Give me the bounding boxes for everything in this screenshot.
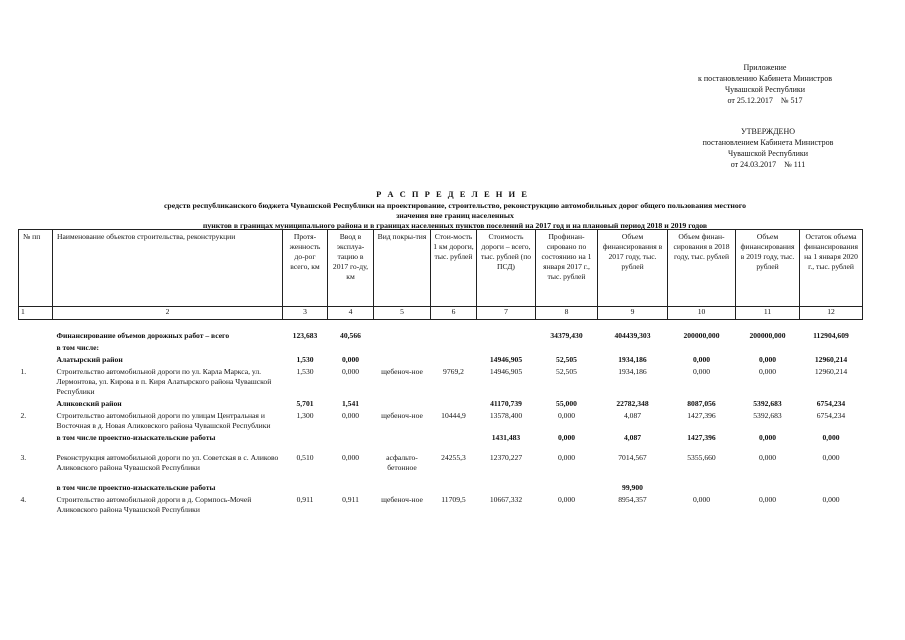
document-subtitle xyxy=(150,201,760,231)
cell-volume-2018: 0,000 xyxy=(692,367,711,376)
appendix-number: № 517 xyxy=(780,96,803,105)
subtitle-line-1: средств республиканского бюджета Чувашской Республики на проектирование, строительство, реконструкцию автомобильных дорог общего пользования местного значения вне границ населенных xyxy=(163,201,747,220)
cell-total-cost: 12370,227 xyxy=(489,453,523,462)
cell-surface xyxy=(374,328,431,342)
table-row-item-1 xyxy=(19,366,863,398)
cell-volume-2018 xyxy=(668,482,736,494)
row-name: Аликовский район xyxy=(56,399,122,408)
cell-volume-2019: 5392,683 xyxy=(753,411,782,420)
cell-length: 1,300 xyxy=(296,411,314,420)
cell-commissioning: 1,541 xyxy=(341,399,360,408)
header-cell: Протя-женность до-рог всего, км xyxy=(283,230,328,307)
cell-volume-2017: 404439,303 xyxy=(614,331,651,340)
cell-volume-2018: 5355,660 xyxy=(687,453,716,462)
row-name: в том числе проектно-изыскательские работы xyxy=(56,433,216,442)
cell-cost-per-km: 9769,2 xyxy=(443,367,464,376)
cell-surface xyxy=(374,354,431,366)
cell-volume-2018: 1427,396 xyxy=(687,411,716,420)
column-number: 7 xyxy=(477,307,536,320)
cell-remaining-2020: 0,000 xyxy=(822,433,840,442)
table-row-item-4 xyxy=(19,494,863,516)
cell-volume-2019: 0,000 xyxy=(758,355,777,364)
cell-financed-2017: 0,000 xyxy=(557,433,576,442)
cell-volume-2017: 4,087 xyxy=(623,433,642,442)
approval-line-3: Чувашской Республики xyxy=(727,149,809,158)
cell-remaining-2020: 0,000 xyxy=(822,495,840,504)
cell-length: 123,683 xyxy=(292,331,318,340)
row-name: Строительство автомобильной дороги в д. Сормпось-Мочей Аликовского района Чувашской Республики xyxy=(56,495,252,514)
approval-date: от 24.03.2017 xyxy=(730,160,777,169)
cell-volume-2019: 5392,683 xyxy=(753,399,782,408)
row-index: 2. xyxy=(20,411,27,420)
column-number: 8 xyxy=(536,307,598,320)
cell-financed-2017: 0,000 xyxy=(557,495,576,504)
row-name: Реконструкция автомобильной дороги по ул. Советская в с. Аликово Аликовского района Чувашской Республики xyxy=(56,453,279,472)
cell-surface: асфальто-бетонное xyxy=(386,453,418,472)
cell-surface xyxy=(374,398,431,410)
cell-volume-2018: 0,000 xyxy=(692,495,711,504)
cell-remaining-2020 xyxy=(800,482,863,494)
cell-length: 0,911 xyxy=(296,495,314,504)
header-cell: Остаток объема финансирования на 1 января 2020 г., тыс. рублей xyxy=(800,230,863,307)
column-number: 9 xyxy=(598,307,668,320)
row-name: Строительство автомобильной дороги по улицам Центральная и Восточная в д. Новая Аликовского района Чувашской Республики xyxy=(56,411,271,430)
table-row-alatyr-district xyxy=(19,354,863,366)
row-name: в том числе: xyxy=(56,343,100,352)
cell-volume-2017: 1934,186 xyxy=(618,355,647,364)
appendix-line-2: к постановлению Кабинета Министров xyxy=(697,74,833,83)
header-cell: Объем финансирования в 2017 году, тыс. рублей xyxy=(598,230,668,307)
cell-remaining-2020: 6754,234 xyxy=(816,399,846,408)
cell-commissioning: 0,000 xyxy=(341,355,360,364)
column-number: 2 xyxy=(53,307,283,320)
appendix-date: от 25.12.2017 xyxy=(727,96,773,105)
cell-volume-2018: 200000,000 xyxy=(683,331,720,340)
cell-length xyxy=(283,482,328,494)
header-cell: Стоимость дороги – всего, тыс. рублей (по ПСД) xyxy=(477,230,536,307)
cell-cost-per-km xyxy=(431,432,477,444)
cell-volume-2019: 0,000 xyxy=(758,495,777,504)
approval-number: № 111 xyxy=(784,160,806,169)
cell-cost-per-km xyxy=(431,398,477,410)
header-cell: Объем финансирования в 2019 году, тыс. рублей xyxy=(736,230,800,307)
cell-volume-2019: 0,000 xyxy=(758,433,777,442)
cell-commissioning xyxy=(328,482,374,494)
column-number: 11 xyxy=(736,307,800,320)
cell-commissioning: 0,911 xyxy=(342,495,359,504)
table-row-item-3 xyxy=(19,452,863,474)
appendix-line-1: Приложение xyxy=(743,63,787,72)
table-row-survey-works xyxy=(19,482,863,494)
row-name: Финансирование объемов дорожных работ – всего xyxy=(56,331,230,340)
cell-volume-2018: 0,000 xyxy=(692,355,711,364)
row-name: Строительство автомобильной дороги по ул. Карла Маркса, ул. Лермонтова, ул. Кирова в п. Киря Алатырского района Чувашской Республики xyxy=(56,367,272,396)
cell-volume-2017: 7014,567 xyxy=(618,453,647,462)
header-cell: Стои-мость 1 км дороги, тыс. рублей xyxy=(431,230,477,307)
header-cell: Наименование объектов строительства, реконструкции xyxy=(53,230,283,307)
cell-total-cost: 14946,905 xyxy=(489,355,523,364)
header-cell: Ввод в эксплуа-тацию в 2017 го-ду, км xyxy=(328,230,374,307)
cell-financed-2017: 52,505 xyxy=(556,367,577,376)
cell-financed-2017: 0,000 xyxy=(557,453,576,462)
cell-financed-2017: 0,000 xyxy=(557,411,576,420)
cell-cost-per-km: 24255,3 xyxy=(441,453,466,462)
cell-cost-per-km: 11709,5 xyxy=(441,495,466,504)
appendix-date-line xyxy=(665,95,865,106)
column-number: 1 xyxy=(19,307,53,320)
cell-total-cost xyxy=(477,482,536,494)
header-cell: Профинан-сировано по состоянию на 1 января 2017 г., тыс. рублей xyxy=(536,230,598,307)
table-row-survey-works xyxy=(19,432,863,444)
cell-financed-2017: 34379,430 xyxy=(550,331,583,340)
cell-remaining-2020: 6754,234 xyxy=(816,411,846,420)
cell-total-cost: 14946,905 xyxy=(489,367,523,376)
cell-volume-2017: 8954,357 xyxy=(618,495,647,504)
row-name: в том числе проектно-изыскательские работы xyxy=(56,483,216,492)
cell-surface: щебеноч-ное xyxy=(381,495,423,504)
approval-line-1: УТВЕРЖДЕНО xyxy=(740,127,795,136)
cell-volume-2019 xyxy=(736,482,800,494)
cell-commissioning: 0,000 xyxy=(341,367,360,376)
cell-volume-2019: 0,000 xyxy=(758,453,777,462)
document-title: Р А С П Р Е Д Е Л Е Н И Е xyxy=(376,189,529,199)
column-number: 6 xyxy=(431,307,477,320)
cell-commissioning: 0,000 xyxy=(341,411,360,420)
cell-volume-2017: 1934,186 xyxy=(618,367,647,376)
cell-volume-2019: 0,000 xyxy=(758,367,777,376)
cell-total-cost: 10667,332 xyxy=(489,495,523,504)
cell-remaining-2020: 12960,214 xyxy=(814,367,848,376)
cell-surface xyxy=(374,482,431,494)
cell-total-cost xyxy=(477,328,536,342)
row-name: Алатырский район xyxy=(56,355,123,364)
column-number: 5 xyxy=(374,307,431,320)
cell-volume-2017: 22782,348 xyxy=(616,399,649,408)
subtitle-line-2: пунктов в границах муниципального района и в границах населенных пунктов поселений на 2017 год и на плановый период 2018 и 2019 годов xyxy=(202,221,708,230)
cell-length: 1,530 xyxy=(296,355,314,364)
header-cell: Объем финан-сирования в 2018 году, тыс. рублей xyxy=(668,230,736,307)
cell-length: 0,510 xyxy=(296,453,314,462)
column-number: 3 xyxy=(283,307,328,320)
cell-volume-2019: 200000,000 xyxy=(749,331,786,340)
approval-note xyxy=(668,126,868,170)
cell-commissioning xyxy=(328,432,374,444)
cell-surface: щебеноч-ное xyxy=(381,367,423,376)
cell-cost-per-km: 10444,9 xyxy=(441,411,466,420)
approval-date-line xyxy=(668,159,868,170)
cell-cost-per-km xyxy=(431,328,477,342)
row-index: 1. xyxy=(20,367,27,376)
cell-length: 1,530 xyxy=(296,367,314,376)
column-number: 10 xyxy=(668,307,736,320)
cell-volume-2018: 1427,396 xyxy=(687,433,716,442)
cell-volume-2018: 8087,056 xyxy=(687,399,716,408)
appendix-note xyxy=(665,62,865,106)
cell-financed-2017: 52,505 xyxy=(556,355,577,364)
cell-volume-2017: 4,087 xyxy=(623,411,642,420)
row-index: 3. xyxy=(20,453,27,462)
cell-cost-per-km xyxy=(431,482,477,494)
approval-line-2: постановлением Кабинета Министров xyxy=(702,138,834,147)
cell-total-cost: 13578,400 xyxy=(489,411,523,420)
cell-total-cost: 1431,483 xyxy=(491,433,521,442)
table-row-total xyxy=(19,328,863,342)
cell-commissioning: 0,000 xyxy=(341,453,360,462)
cell-remaining-2020: 112904,609 xyxy=(813,331,849,340)
row-index: 4. xyxy=(20,495,27,504)
column-number: 4 xyxy=(328,307,374,320)
table-row-alikovo-district xyxy=(19,398,863,410)
distribution-table xyxy=(18,229,863,516)
table-header-row xyxy=(19,230,863,307)
cell-surface: щебеноч-ное xyxy=(381,411,423,420)
cell-commissioning: 40,566 xyxy=(340,331,361,340)
cell-cost-per-km xyxy=(431,354,477,366)
table-row-item-2 xyxy=(19,410,863,432)
cell-length xyxy=(283,432,328,444)
cell-length: 5,701 xyxy=(296,399,314,408)
cell-surface xyxy=(374,432,431,444)
cell-financed-2017 xyxy=(536,482,598,494)
cell-remaining-2020: 12960,214 xyxy=(814,355,848,364)
cell-total-cost: 41170,739 xyxy=(490,399,522,408)
cell-remaining-2020: 0,000 xyxy=(822,453,840,462)
column-number: 12 xyxy=(800,307,863,320)
cell-volume-2017: 99,900 xyxy=(622,483,643,492)
table-row-including xyxy=(19,342,863,354)
appendix-line-3: Чувашской Республики xyxy=(724,85,806,94)
column-number-row xyxy=(19,307,863,320)
header-cell: № пп xyxy=(19,230,53,307)
header-cell: Вид покры-тия xyxy=(374,230,431,307)
cell-financed-2017: 55,000 xyxy=(556,399,577,408)
